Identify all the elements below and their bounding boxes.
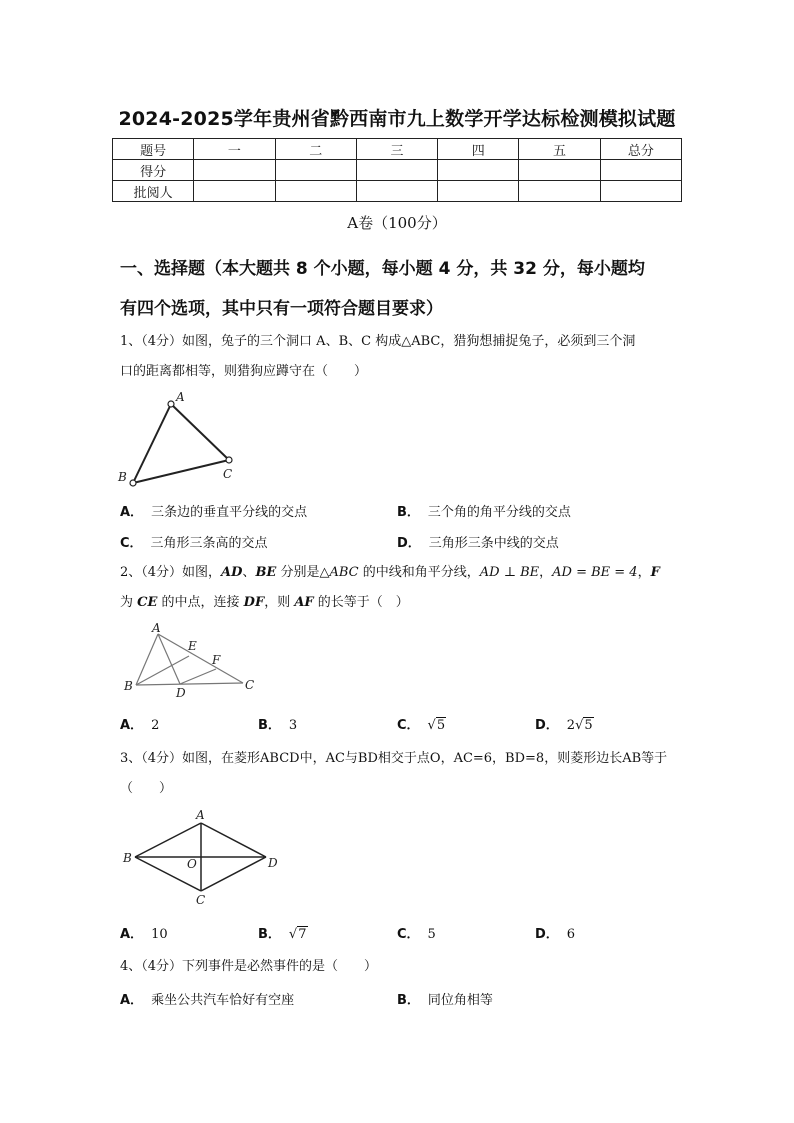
question-2-option-a[interactable] (120, 714, 159, 733)
table-cell: 批阅人 (113, 181, 194, 202)
option-letter: C． (397, 718, 420, 733)
table-cell (519, 181, 600, 202)
table-cell (194, 181, 275, 202)
question-2-line2 (120, 588, 680, 618)
table-cell (519, 160, 600, 181)
option-letter: A． (120, 718, 144, 733)
question-1-line2: 口的距离都相等，则猎狗应蹲守在（ ） (120, 364, 368, 379)
table-cell (600, 181, 681, 202)
option-letter: C． (397, 927, 420, 942)
text-run: 的中点，连接 (157, 595, 244, 610)
section-a-heading: A卷（100分） (347, 214, 447, 232)
option-letter: B． (397, 505, 420, 520)
math-var: DF (243, 595, 265, 610)
table-cell (275, 181, 356, 202)
table-cell: 总分 (600, 139, 681, 160)
radicand: 7 (298, 927, 307, 942)
question-3-option-c[interactable] (397, 923, 436, 942)
option-text: 三角形三条高的交点 (150, 536, 268, 551)
point-label-d: D (268, 856, 278, 870)
option-text: 2 (151, 718, 160, 733)
question-4-line1: 4、（4分）下列事件是必然事件的是（ ） (120, 959, 378, 974)
table-cell: 五 (519, 139, 600, 160)
math-expr: AD = BE = 4 (552, 565, 638, 580)
option-text: 3 (288, 718, 298, 733)
option-letter: B． (258, 718, 281, 733)
table-cell (600, 160, 681, 181)
segment-bc (136, 683, 243, 685)
math-expr: △ABC (319, 565, 359, 580)
table-cell: 四 (438, 139, 519, 160)
text-run: ， (637, 565, 651, 580)
exam-title: 2024-2025学年贵州省黔西南市九上数学开学达标检测模拟试题 (118, 108, 676, 130)
point-label-a: A (152, 621, 161, 635)
option-letter: B． (397, 993, 420, 1008)
sqrt-symbol: √ (575, 718, 584, 733)
radicand: 5 (436, 718, 446, 733)
question-3-option-a[interactable] (120, 923, 168, 942)
text-run: 的长等于（ ） (313, 595, 409, 610)
segment-ad (158, 634, 180, 684)
math-expr: AD ⊥ BE (479, 565, 540, 580)
table-cell: 得分 (113, 160, 194, 181)
question-2-line1 (120, 558, 680, 588)
hole-a (168, 401, 174, 407)
option-letter: A． (120, 505, 144, 520)
point-label-a: A (176, 390, 185, 404)
table-cell (356, 160, 437, 181)
point-label-c: C (245, 678, 255, 692)
section-heading-line2: 有四个选项，其中只有一项符合题目要求） (120, 299, 443, 319)
question-3-figure (118, 806, 288, 910)
question-1-option-d[interactable] (397, 532, 559, 551)
triangle-side-ab (133, 404, 171, 483)
math-var: CE (137, 595, 158, 610)
question-4-option-a[interactable] (120, 989, 294, 1008)
side-ad (201, 823, 266, 857)
segment-ab (136, 634, 158, 685)
question-1-figure (115, 388, 255, 494)
rhombus-lines (135, 823, 266, 891)
table-cell (438, 181, 519, 202)
segment-be (136, 656, 189, 685)
point-label-d: D (176, 686, 186, 700)
question-3-line1: 3、（4分）如图，在菱形ABCD中，AC与BD相交于点O，AC=6，BD=8，则菱形边长AB等于 (120, 751, 668, 766)
option-letter: C． (120, 536, 143, 551)
table-cell (356, 181, 437, 202)
option-text: 同位角相等 (427, 993, 493, 1008)
table-cell (275, 160, 356, 181)
question-2-figure (118, 620, 268, 700)
text-run: 的中线和角平分线， (358, 565, 480, 580)
option-letter: A． (120, 993, 144, 1008)
triangle-side-bc (133, 460, 229, 483)
question-2-option-c[interactable] (397, 714, 446, 733)
option-text: 三角形三条中线的交点 (428, 536, 559, 551)
option-text: 三条边的垂直平分线的交点 (151, 505, 308, 520)
option-text: 2 (566, 718, 576, 733)
question-3-option-b[interactable] (258, 923, 308, 942)
radicand: 5 (584, 718, 593, 733)
option-text: 三个角的角平分线的交点 (427, 505, 571, 520)
option-letter: D． (397, 536, 421, 551)
point-label-o: O (187, 857, 197, 871)
question-1-line1: 1、（4分）如图，兔子的三个洞口 A、B、C 构成△ABC，猎狗想捕捉兔子，必须到三个洞 (120, 334, 636, 349)
option-text: 乘坐公共汽车恰好有空座 (151, 993, 295, 1008)
score-table-header-row (113, 139, 682, 160)
math-var: AF (294, 595, 314, 610)
option-letter: A． (120, 927, 144, 942)
option-text: 10 (151, 927, 168, 942)
side-ab (135, 823, 201, 857)
option-letter: D． (535, 718, 559, 733)
point-label-e: E (188, 639, 197, 653)
text-run: ， (539, 565, 553, 580)
text-run: 、 (242, 565, 256, 580)
hole-b (130, 480, 136, 486)
table-cell: 一 (194, 139, 275, 160)
math-var: BE (255, 565, 277, 580)
point-label-c: C (196, 893, 206, 907)
question-1-option-b[interactable] (397, 501, 571, 520)
table-cell (194, 160, 275, 181)
text-run: 为 (120, 595, 138, 610)
question-3-option-d[interactable] (535, 923, 575, 942)
option-letter: D． (535, 927, 559, 942)
option-text: 5 (427, 927, 436, 942)
question-2-option-d[interactable] (535, 714, 594, 733)
hole-c (226, 457, 232, 463)
triangle-side-ac (171, 404, 229, 460)
sqrt-symbol: √ (427, 718, 436, 733)
table-cell: 三 (356, 139, 437, 160)
point-label-b: B (123, 851, 132, 865)
table-cell: 二 (275, 139, 356, 160)
math-var: F (650, 565, 660, 580)
segment-df (180, 669, 216, 684)
question-1-option-a[interactable] (120, 501, 307, 520)
question-1-option-c[interactable] (120, 532, 268, 551)
table-cell: 题号 (113, 139, 194, 160)
option-text: 6 (566, 927, 576, 942)
text-run: ，则 (264, 595, 295, 610)
side-dc (201, 857, 266, 891)
text-run: 分别是 (276, 565, 320, 580)
question-3-line2: （ ） (120, 781, 173, 796)
point-label-f: F (212, 653, 221, 667)
text-run: 2、（4分）如图， (120, 565, 222, 580)
table-cell (438, 160, 519, 181)
point-label-b: B (124, 679, 133, 693)
score-table-row (113, 160, 682, 181)
score-table (112, 138, 682, 202)
score-table-row (113, 181, 682, 202)
sqrt-symbol: √ (288, 927, 298, 942)
point-label-b: B (118, 470, 127, 484)
question-4-option-b[interactable] (397, 989, 493, 1008)
section-heading-line1: 一、选择题（本大题共 8 个小题，每小题 4 分，共 32 分，每小题均 (120, 259, 645, 279)
question-2-option-b[interactable] (258, 714, 297, 733)
option-letter: B． (258, 927, 281, 942)
point-label-c: C (223, 467, 233, 481)
math-var: AD (221, 565, 243, 580)
point-label-a: A (196, 808, 205, 822)
